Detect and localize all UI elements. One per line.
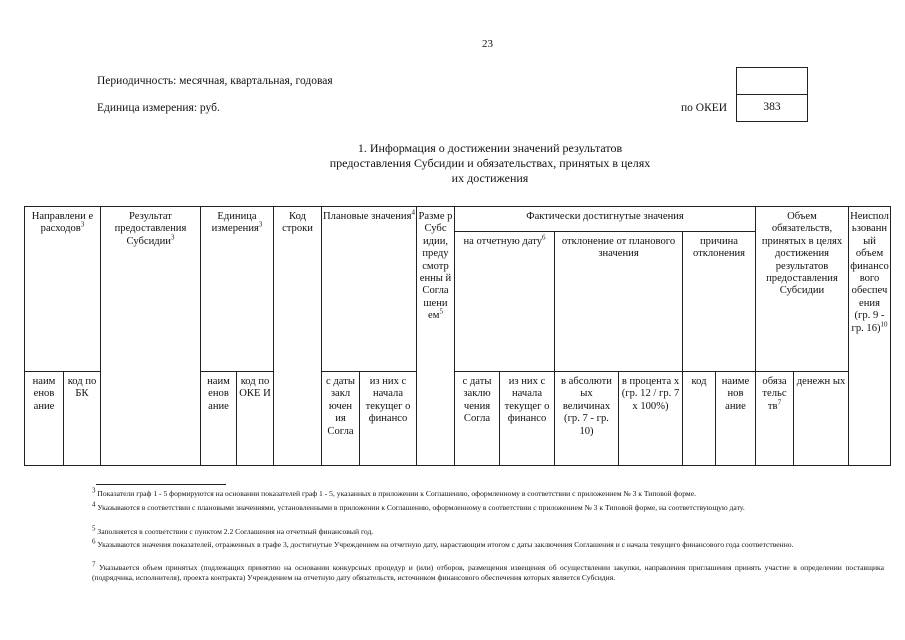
section-heading — [240, 141, 740, 186]
header-obligations: Объем обязательств, принятых в целях достижения результатов предоставления Субсидии — [756, 207, 849, 372]
footnote-4: $^4$ Указываются в соответствии с плановыми значениями, установленными в приложении к Соглашению, оформленному в соответствии с приложением № 3 к Типовой форме, на соответствующую дату. — [92, 500, 745, 512]
sub-deviation-percent: в процента х (гр. 12 / гр. 7 х 100%) — [619, 372, 683, 466]
header-unused: Неиспол ьзованн ый объем финансо вого обеспеч ения (гр. 9 - гр. 16)$^{10}$ — [849, 207, 891, 466]
results-table — [24, 206, 891, 466]
sub-actual-from-year: из них с начала текущег о финансо — [500, 372, 555, 466]
okei-empty-cell — [736, 67, 808, 95]
sub-actual-from-agreement: с даты заклю чения Согла — [455, 372, 500, 466]
periodicity-label: Периодичность: месячная, квартальная, годовая — [97, 75, 333, 87]
header-direction: Направлени е расходов$^3$ — [25, 207, 101, 372]
header-actual: Фактически достигнутые значения — [455, 207, 756, 232]
sub-obligations: обяза тельс $тв^7$ — [756, 372, 794, 466]
header-line-code: Код строки — [274, 207, 322, 466]
sub-reason-code: код — [683, 372, 716, 466]
footnote-6: $^6$ Указываются значения показателей, отраженных в графе 3, достигнутые Учреждением на отчетную дату, нарастающим итогом с даты заключения Соглашения и с начала текущего финансового года соответственно. — [92, 537, 794, 549]
footnote-5: $^5$ Заполняется в соответствии с пунктом 2.2 Соглашения на отчетный финансовый год. — [92, 524, 374, 536]
sub-reason-name: наиме нов ание — [716, 372, 756, 466]
header-planned: Плановые значения$^4$ — [322, 207, 417, 372]
header-deviation: отклонение от планового значения — [555, 232, 683, 372]
okei-label: по ОКЕИ — [681, 102, 728, 114]
sub-planned-from-agreement: с даты закл ючен ия Согла — [322, 372, 360, 466]
footnote-divider — [96, 484, 226, 485]
page-number: 23 — [482, 38, 493, 50]
sub-planned-from-year: из них с начала текущег о финансо — [360, 372, 417, 466]
heading-line-3: их достижения — [451, 171, 529, 185]
header-reason: причина отклонения — [683, 232, 756, 372]
heading-line-1: 1. Информация о достижении значений результатов — [357, 141, 623, 155]
sub-deviation-absolute: в абсолюти ых величинах (гр. 7 - гр. 10) — [555, 372, 619, 466]
header-result: Результат предоставления Субсидии$^3$ — [101, 207, 201, 466]
sub-monetary: денежн ых — [794, 372, 849, 466]
header-on-date: на отчетную дату$^6$ — [455, 232, 555, 372]
header-subsidy-size: Разме р Субс идии, преду смотр енны й Согла шени $ем^5$ — [417, 207, 455, 466]
footnote-3: $^3$ Показатели граф 1 - 5 формируются на основании показателей граф 1 - 5, указанных в приложении к Соглашению, оформленному в соответствии с приложением № 3 к Типовой форме. — [92, 486, 696, 498]
sub-unit-code: код по ОКЕ И — [237, 372, 274, 466]
unit-label: Единица измерения: руб. — [97, 102, 220, 114]
header-unit: Единица измерения$^3$ — [201, 207, 274, 372]
sub-direction-code: код по БК — [64, 372, 101, 466]
sub-direction-name: наим енов ание — [25, 372, 64, 466]
heading-line-2: предоставления Субсидии и обязательствах, принятых в целях — [329, 156, 651, 170]
sub-unit-name: наим енов ание — [201, 372, 237, 466]
footnote-7: $^7$ Указывается объем принятых (подлежащих принятию на основании конкурсных процедур и (или) отборов, размещения извещения об осуществлении закупки, направления приглашения принять участие в определении поставщика (подрядчика, исполнителя), проекта контракта) Учреждением на отчетную дату обязательств, источником финансового обеспечения которых является Субсидия. — [92, 560, 884, 582]
okei-code-cell: 383 — [736, 94, 808, 122]
